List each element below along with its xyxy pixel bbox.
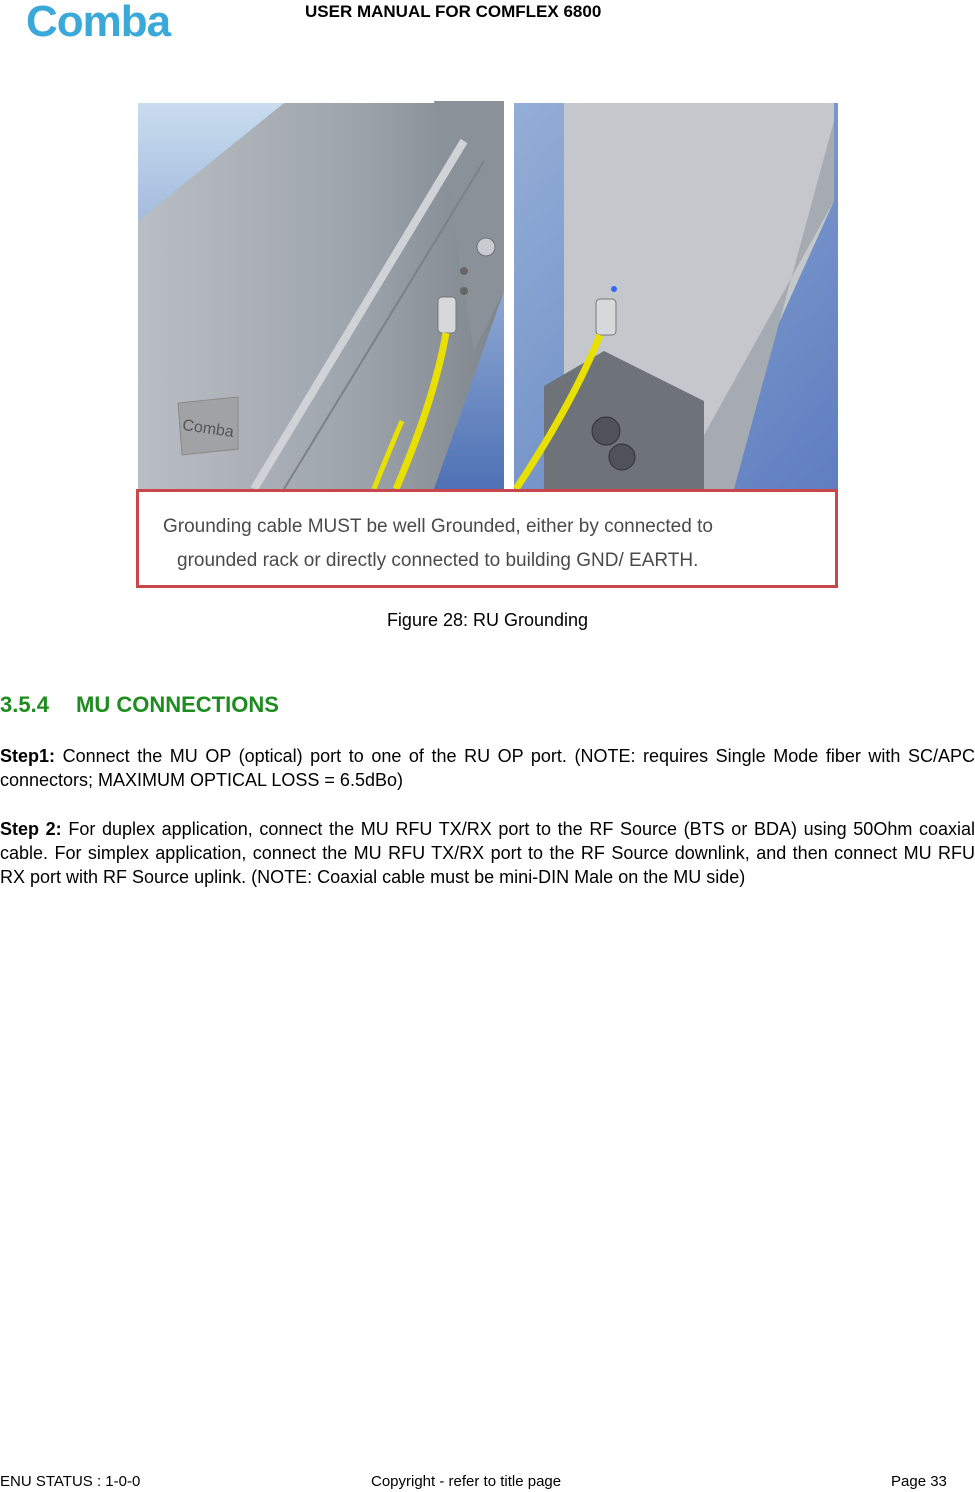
grounding-callout (136, 489, 838, 588)
step-1-paragraph (0, 744, 975, 792)
ru-grounding-figure (134, 101, 842, 593)
step-text: Connect the MU OP (optical) port to one of the RU OP port. (NOTE: requires Single Mode fiber with SC/APC connectors; MAXIMUM OPTICAL LOSS = 6.5dBo) (0, 746, 975, 790)
svg-text:Comba: Comba (181, 417, 235, 442)
section-heading (0, 692, 279, 718)
callout-line-2: grounded rack or directly connected to building GND/ EARTH. (177, 550, 699, 571)
section-number: 3.5.4 (0, 692, 49, 717)
footer-status: ENU STATUS : 1-0-0 (0, 1473, 141, 1490)
step-label: Step 2: (0, 819, 62, 839)
callout-line-1: Grounding cable MUST be well Grounded, either by connected to (163, 516, 713, 537)
comba-logo (26, 0, 211, 42)
ru-grounding-photos (134, 101, 842, 493)
footer-copyright: Copyright - refer to title page (371, 1473, 562, 1490)
section-title: MU CONNECTIONS (76, 692, 279, 717)
header-title: USER MANUAL FOR COMFLEX 6800 (305, 2, 602, 21)
step-2-paragraph (0, 817, 975, 889)
step-label: Step1: (0, 746, 56, 766)
svg-text:Comba: Comba (26, 0, 171, 42)
footer-page-number: Page 33 (891, 1473, 947, 1490)
figure-caption: Figure 28: RU Grounding (386, 610, 589, 630)
step-text: For duplex application, connect the MU RFU TX/RX port to the RF Source (BTS or BDA) using 50Ohm coaxial cable. For simplex application, connect the MU RFU TX/RX port to the RF Source downlink, and then connect MU RFU RX port with RF Source uplink. (NOTE: Coaxial cable must be mini-DIN Male on the MU side) (0, 819, 975, 887)
